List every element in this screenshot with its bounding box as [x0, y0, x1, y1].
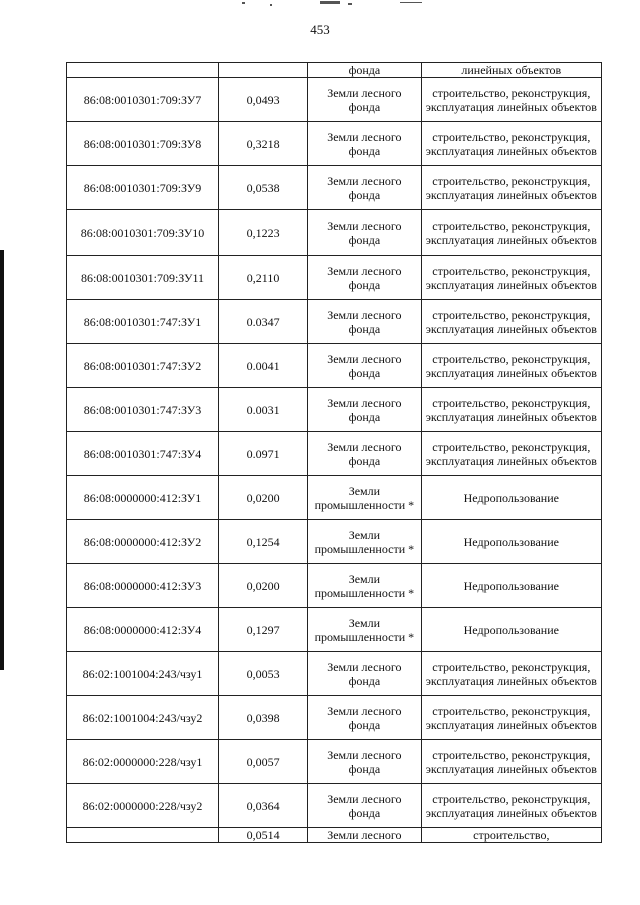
area-cell: 0,0364	[218, 784, 307, 828]
land-category-cell: Земли промышленности *	[308, 520, 421, 564]
page-number: 453	[310, 22, 330, 37]
cadastral-number-cell: 86:08:0010301:747:ЗУ1	[67, 300, 219, 344]
land-category-cell: Земли лесного фонда	[308, 122, 421, 166]
table-row	[67, 740, 602, 784]
permitted-use-cell: строительство, реконструкция, эксплуатация линейных объектов	[421, 388, 601, 432]
permitted-use-cell: строительство, реконструкция, эксплуатация линейных объектов	[421, 344, 601, 388]
table-row	[67, 608, 602, 652]
land-category-cell: Земли лесного фонда	[308, 652, 421, 696]
cadastral-number-cell: 86:08:0010301:709:ЗУ8	[67, 122, 219, 166]
cadastral-number-cell: 86:08:0000000:412:ЗУ3	[67, 564, 219, 608]
table-row	[67, 432, 602, 476]
table-row	[67, 828, 602, 843]
area-cell: 0,0053	[218, 652, 307, 696]
area-cell: 0,1223	[218, 210, 307, 256]
cadastral-number-cell	[67, 63, 219, 78]
permitted-use-cell: строительство, реконструкция, эксплуатация линейных объектов	[421, 740, 601, 784]
cadastral-number-cell: 86:08:0000000:412:ЗУ4	[67, 608, 219, 652]
table-row	[67, 63, 602, 78]
area-cell: 0,0200	[218, 476, 307, 520]
cadastral-number-cell: 86:02:1001004:243/чзу1	[67, 652, 219, 696]
table-row	[67, 256, 602, 300]
area-cell: 0,2110	[218, 256, 307, 300]
land-category-cell: Земли лесного фонда	[308, 166, 421, 210]
table-body	[67, 63, 602, 843]
permitted-use-cell: строительство,	[421, 828, 601, 843]
cadastral-number-cell: 86:08:0010301:747:ЗУ3	[67, 388, 219, 432]
permitted-use-cell: строительство, реконструкция, эксплуатация линейных объектов	[421, 652, 601, 696]
table-row	[67, 564, 602, 608]
permitted-use-cell: строительство, реконструкция, эксплуатация линейных объектов	[421, 210, 601, 256]
land-plots-table	[66, 62, 602, 843]
area-cell: 0,1254	[218, 520, 307, 564]
cadastral-number-cell: 86:08:0010301:709:ЗУ11	[67, 256, 219, 300]
land-category-cell: Земли промышленности *	[308, 564, 421, 608]
table-row	[67, 476, 602, 520]
permitted-use-cell: строительство, реконструкция, эксплуатация линейных объектов	[421, 300, 601, 344]
area-cell: 0,1297	[218, 608, 307, 652]
table-row	[67, 300, 602, 344]
table-row	[67, 78, 602, 122]
table-row	[67, 344, 602, 388]
area-cell: 0,0398	[218, 696, 307, 740]
permitted-use-cell: Недропользование	[421, 476, 601, 520]
land-category-cell: Земли лесного фонда	[308, 740, 421, 784]
table-row	[67, 210, 602, 256]
permitted-use-cell: строительство, реконструкция, эксплуатация линейных объектов	[421, 432, 601, 476]
permitted-use-cell: Недропользование	[421, 608, 601, 652]
table-row	[67, 122, 602, 166]
land-category-cell: Земли лесного фонда	[308, 432, 421, 476]
land-category-cell: фонда	[308, 63, 421, 78]
cadastral-number-cell: 86:08:0010301:709:ЗУ9	[67, 166, 219, 210]
area-cell: 0.0971	[218, 432, 307, 476]
area-cell: 0.0347	[218, 300, 307, 344]
permitted-use-cell: строительство, реконструкция, эксплуатация линейных объектов	[421, 122, 601, 166]
cadastral-number-cell	[67, 828, 219, 843]
cadastral-number-cell: 86:08:0010301:747:ЗУ2	[67, 344, 219, 388]
cadastral-number-cell: 86:08:0000000:412:ЗУ1	[67, 476, 219, 520]
scan-artifacts	[230, 0, 430, 12]
table-row	[67, 652, 602, 696]
permitted-use-cell: строительство, реконструкция, эксплуатация линейных объектов	[421, 696, 601, 740]
permitted-use-cell: Недропользование	[421, 564, 601, 608]
cadastral-number-cell: 86:08:0000000:412:ЗУ2	[67, 520, 219, 564]
area-cell: 0,0538	[218, 166, 307, 210]
table-row	[67, 696, 602, 740]
land-category-cell: Земли лесного фонда	[308, 210, 421, 256]
land-category-cell: Земли промышленности *	[308, 608, 421, 652]
permitted-use-cell: строительство, реконструкция, эксплуатация линейных объектов	[421, 78, 601, 122]
table-row	[67, 784, 602, 828]
cadastral-number-cell: 86:02:0000000:228/чзу1	[67, 740, 219, 784]
land-category-cell: Земли лесного	[308, 828, 421, 843]
land-category-cell: Земли лесного фонда	[308, 300, 421, 344]
cadastral-number-cell: 86:08:0010301:709:ЗУ7	[67, 78, 219, 122]
cadastral-number-cell: 86:08:0010301:709:ЗУ10	[67, 210, 219, 256]
land-category-cell: Земли лесного фонда	[308, 388, 421, 432]
area-cell: 0,0200	[218, 564, 307, 608]
cadastral-number-cell: 86:08:0010301:747:ЗУ4	[67, 432, 219, 476]
permitted-use-cell: Недропользование	[421, 520, 601, 564]
area-cell: 0,0514	[218, 828, 307, 843]
land-category-cell: Земли лесного фонда	[308, 256, 421, 300]
land-category-cell: Земли лесного фонда	[308, 344, 421, 388]
table-row	[67, 388, 602, 432]
cadastral-number-cell: 86:02:1001004:243/чзу2	[67, 696, 219, 740]
cadastral-number-cell: 86:02:0000000:228/чзу2	[67, 784, 219, 828]
area-cell: 0,3218	[218, 122, 307, 166]
permitted-use-cell: строительство, реконструкция, эксплуатация линейных объектов	[421, 166, 601, 210]
area-cell: 0.0041	[218, 344, 307, 388]
permitted-use-cell: строительство, реконструкция, эксплуатация линейных объектов	[421, 784, 601, 828]
land-category-cell: Земли лесного фонда	[308, 78, 421, 122]
area-cell: 0,0057	[218, 740, 307, 784]
area-cell: 0,0493	[218, 78, 307, 122]
permitted-use-cell: линейных объектов	[421, 63, 601, 78]
table-row	[67, 520, 602, 564]
scan-edge-mark	[0, 250, 4, 670]
land-category-cell: Земли промышленности *	[308, 476, 421, 520]
table-row	[67, 166, 602, 210]
area-cell: 0.0031	[218, 388, 307, 432]
area-cell	[218, 63, 307, 78]
permitted-use-cell: строительство, реконструкция, эксплуатация линейных объектов	[421, 256, 601, 300]
land-category-cell: Земли лесного фонда	[308, 696, 421, 740]
land-category-cell: Земли лесного фонда	[308, 784, 421, 828]
